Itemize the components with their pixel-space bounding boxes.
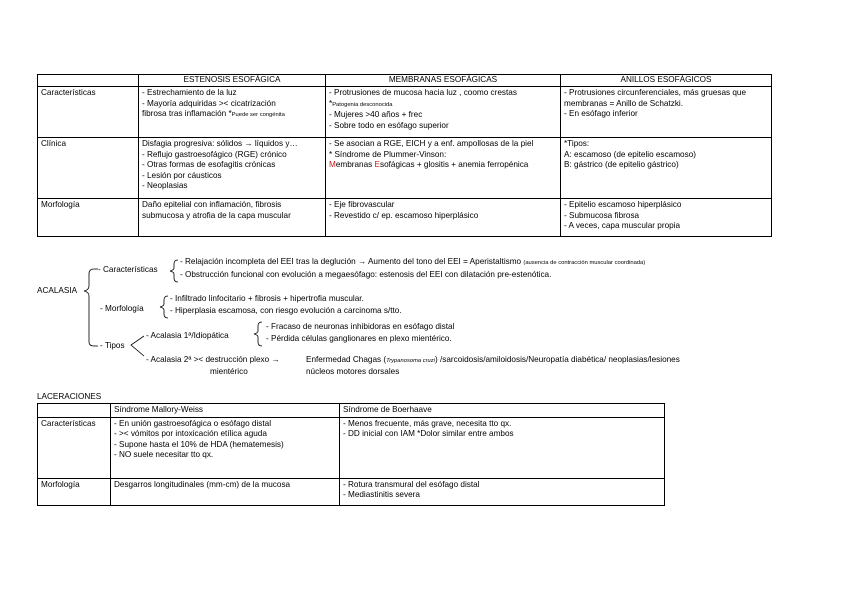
cell-estenosis: - Estrechamiento de la luz - Mayoría adquiridas >< cicatrización fibrosa tras inflamación *Puede ser congénita: [139, 87, 326, 138]
table-row: [38, 417, 665, 478]
tipo2-label-2: mientérico: [210, 367, 248, 376]
tipo1-line-2: - Pérdida células ganglionares en plexo mientérico.: [266, 334, 452, 343]
laceraciones-title: LACERACIONES: [37, 392, 102, 401]
table-row: [38, 478, 665, 505]
row-label: Morfología: [38, 478, 111, 505]
acalasia-title: ACALASIA: [37, 286, 78, 295]
morf-line-2: - Hiperplasia escamosa, con riesgo evolución a carcinoma s/tto.: [170, 306, 402, 315]
cell-membranas: - Protrusiones de mucosa hacia luz , coomo crestas *Patogenia desconocida - Mujeres >40 años + frec - Sobre todo en esófago superior: [326, 87, 561, 138]
header-boerhaave: Síndrome de Boerhaave: [340, 404, 665, 418]
table-row: [38, 138, 772, 199]
tipos-label: - Tipos: [100, 341, 125, 350]
cell-boerhaave: - Rotura transmural del esófago distal - Mediastinitis severa: [340, 478, 665, 505]
tipo2-desc-1: Enfermedad Chagas (Trypanosoma cruzi) /sarcoidosis/amiloidosis/Neuropatía diabética/ neoplasias/lesiones: [306, 355, 680, 364]
tipo1-line-1: - Fracaso de neuronas inhibidoras en esófago distal: [266, 322, 455, 331]
tipo2-desc-2: núcleos motores dorsales: [306, 367, 400, 376]
header-membranas: MEMBRANAS ESOFÁGICAS: [326, 75, 561, 87]
table-row: [38, 87, 772, 138]
row-label: Morfología: [38, 199, 139, 237]
row-label: Clínica: [38, 138, 139, 199]
morf-line-1: - Infiltrado linfocitario + fibrosis + hipertrofia muscular.: [170, 294, 364, 303]
cell-mallory: - En unión gastroesofágica o esófago distal - >< vómitos por intoxicación etílica aguda - Supone hasta el 10% de HDA (hematemesis) - NO suele necesitar tto qx.: [111, 417, 340, 478]
cell-estenosis: Daño epitelial con inflamación, fibrosis submucosa y atrofia de la capa muscular: [139, 199, 326, 237]
cell-anillos: - Protrusiones circunferenciales, más gruesas que membranas = Anillo de Schatzki. - En esófago inferior: [561, 87, 772, 138]
row-label: Características: [38, 417, 111, 478]
tipos-branch: [128, 332, 148, 360]
tipo2-label: - Acalasia 2ª >< destrucción plexo →: [146, 355, 280, 364]
header-mallory: Síndrome Mallory-Weiss: [111, 404, 340, 418]
header-anillos: ANILLOS ESOFÁGICOS: [561, 75, 772, 87]
header-empty: [38, 75, 139, 87]
caracteristicas-label: - Características: [98, 265, 158, 274]
tipo1-brace: [252, 320, 266, 348]
cell-boerhaave: - Menos frecuente, más grave, necesita tto qx. - DD inicial con IAM *Dolor similar entre ambos: [340, 417, 665, 478]
header-empty: [38, 404, 111, 418]
cell-anillos: - Epitelio escamoso hiperplásico - Submucosa fibrosa - A veces, capa muscular propia: [561, 199, 772, 237]
table-row: [38, 199, 772, 237]
morfologia-label: - Morfología: [100, 304, 144, 313]
cell-anillos: *Tipos: A: escamoso (de epitelio escamoso) B: gástrico (de epitelio gástrico): [561, 138, 772, 199]
table-header-row: [38, 75, 772, 87]
row-label: Características: [38, 87, 139, 138]
cell-membranas: - Se asocian a RGE, EICH y a enf. ampollosas de la piel * Síndrome de Plummer-Vinson: Membranas Esofágicas + glositis + anemia ferropénica: [326, 138, 561, 199]
laceraciones-table: [37, 403, 665, 506]
caract-line-1: - Relajación incompleta del EEI tras la deglución → Aumento del tono del EEI = Aperistaltismo (ausencia de contracción muscular coordinada): [180, 257, 646, 266]
cell-mallory: Desgarros longitudinales (mm-cm) de la mucosa: [111, 478, 340, 505]
caract-line-2: - Obstrucción funcional con evolución a megaesófago: estenosis del EEI con dilatación pre-estenótica.: [180, 270, 552, 279]
table-header-row: [38, 404, 665, 418]
tipo1-label: - Acalasia 1ª/Idiopática: [146, 331, 229, 340]
esophageal-lesions-table: [37, 74, 772, 237]
header-estenosis: ESTENOSIS ESOFÁGICA: [139, 75, 326, 87]
cell-estenosis: Disfagia progresiva: sólidos → líquidos y… - Reflujo gastroesofágico (RGE) crónico - Otras formas de esofagitis crónicas - Lesión por cáusticos - Neoplasias: [139, 138, 326, 199]
acalasia-main-brace: [78, 264, 98, 354]
cell-membranas: - Eje fibrovascular - Revestido c/ ep. escamoso hiperplásico: [326, 199, 561, 237]
